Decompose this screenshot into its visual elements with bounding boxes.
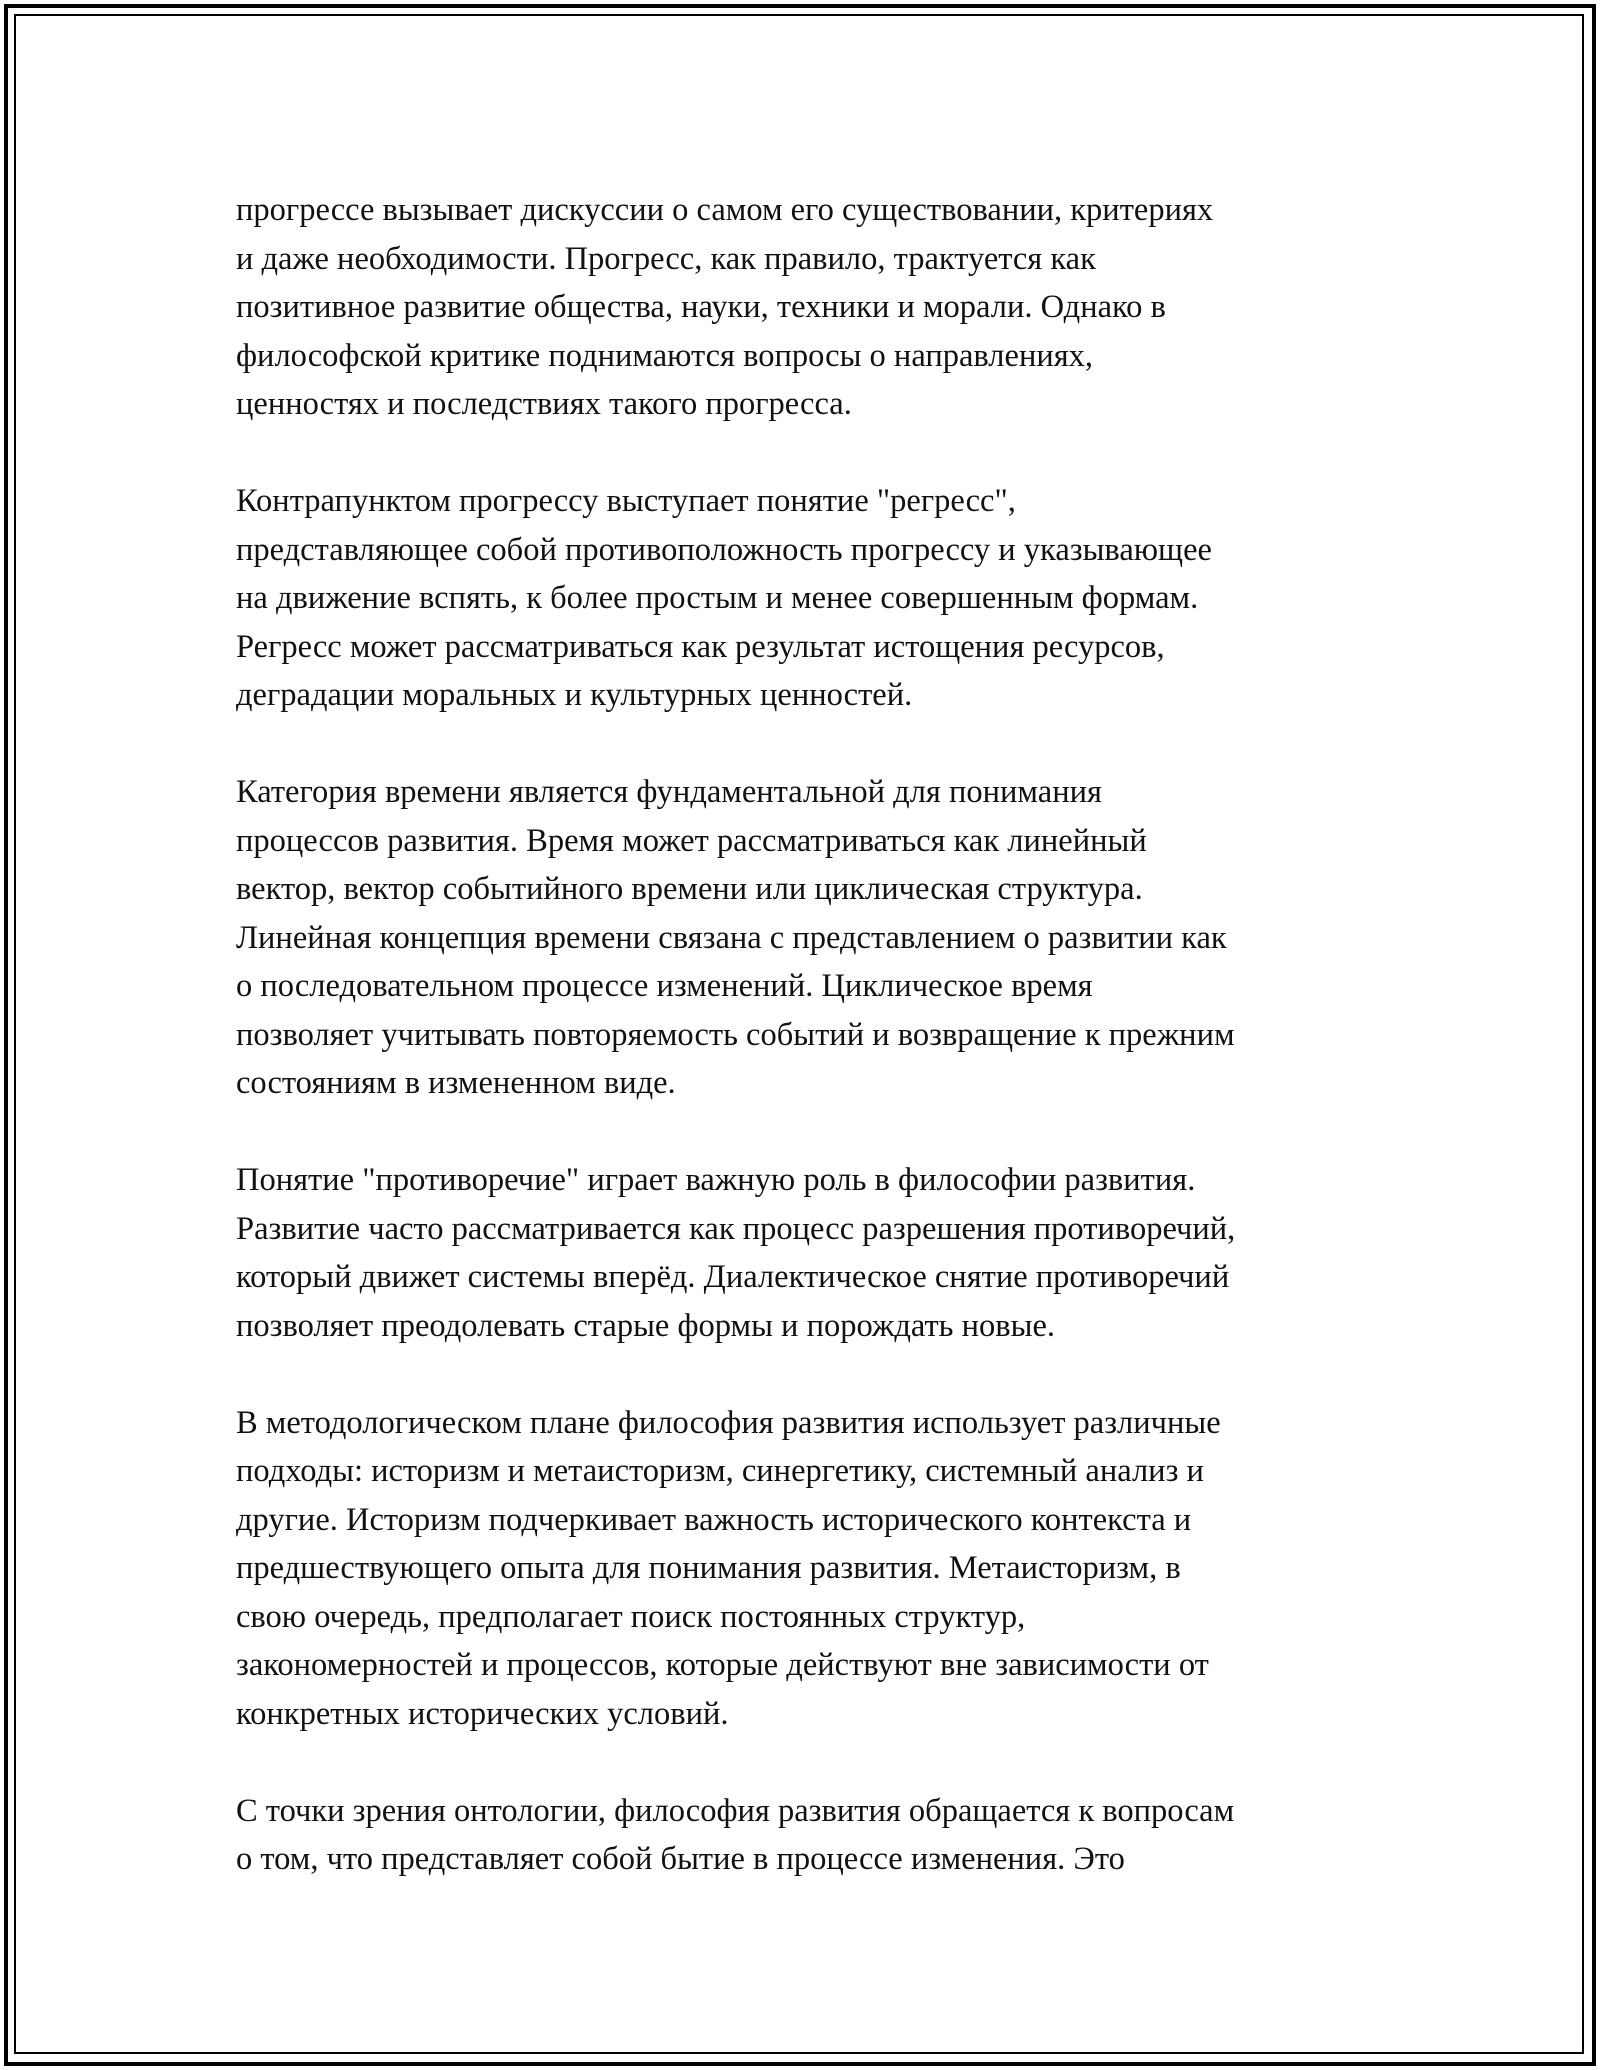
text-line: о последовательном процессе изменений. Циклическое время	[236, 968, 1093, 1004]
text-line: позволяет учитывать повторяемость событий и возвращение к прежним	[236, 1016, 1235, 1053]
text-line: вектор, вектор событийного времени или циклическая структура.	[236, 871, 1143, 907]
text-line: и даже необходимости. Прогресс, как правило, трактуется как	[236, 240, 1096, 277]
text-line: Линейная концепция времени связана с представлением о развитии как	[236, 919, 1227, 956]
text-line: позитивное развитие общества, науки, техники и морали. Однако в	[236, 289, 1166, 325]
paragraph-contradiction	[236, 1156, 1396, 1350]
text-line: деградации моральных и культурных ценностей.	[236, 677, 913, 713]
text-line: Понятие "противоречие" играет важную роль в философии развития.	[236, 1162, 1196, 1198]
text-line: конкретных исторических условий.	[236, 1695, 729, 1732]
text-line: процессов развития. Время может рассматриваться как линейный	[236, 822, 1147, 859]
paragraph-progress	[236, 186, 1396, 429]
text-line: позволяет преодолевать старые формы и порождать новые.	[236, 1307, 1056, 1344]
text-line: Контрапунктом прогрессу выступает понятие "регресс",	[236, 483, 1016, 519]
text-line: философской критике поднимаются вопросы о направлениях,	[236, 337, 1094, 374]
text-line: Категория времени является фундаментальной для понимания	[236, 774, 1102, 810]
text-line: прогрессе вызывает дискуссии о самом его существовании, критериях	[236, 192, 1214, 228]
paragraph-ontology	[236, 1787, 1396, 1884]
text-line: свою очередь, предполагает поиск постоянных структур,	[236, 1598, 1026, 1635]
paragraph-time	[236, 768, 1396, 1108]
text-line: который движет системы вперёд. Диалектическое снятие противоречий	[236, 1259, 1230, 1295]
text-line: Развитие часто рассматривается как процесс разрешения противоречий,	[236, 1210, 1236, 1247]
text-line: представляющее собой противоположность прогрессу и указывающее	[236, 531, 1212, 568]
text-line: о том, что представляет собой бытие в процессе изменения. Это	[236, 1841, 1125, 1877]
text-line: на движение вспять, к более простым и менее совершенным формам.	[236, 580, 1199, 616]
text-line: ценностях и последствиях такого прогресса.	[236, 386, 852, 422]
text-line: С точки зрения онтологии, философия развития обращается к вопросам	[236, 1792, 1235, 1829]
text-line: предшествующего опыта для понимания развития. Метаисторизм, в	[236, 1550, 1181, 1586]
text-line: подходы: историзм и метаисторизм, синергетику, системный анализ и	[236, 1453, 1204, 1489]
text-line: В методологическом плане философия развития использует различные	[236, 1404, 1221, 1441]
document-body	[236, 186, 1396, 1932]
text-line: закономерностей и процессов, которые действуют вне зависимости от	[236, 1647, 1209, 1683]
paragraph-methodology	[236, 1399, 1396, 1739]
text-line: состояниям в измененном виде.	[236, 1065, 676, 1101]
paragraph-regress	[236, 477, 1396, 720]
text-line: другие. Историзм подчеркивает важность исторического контекста и	[236, 1501, 1192, 1538]
text-line: Регресс может рассматриваться как результат истощения ресурсов,	[236, 628, 1165, 665]
